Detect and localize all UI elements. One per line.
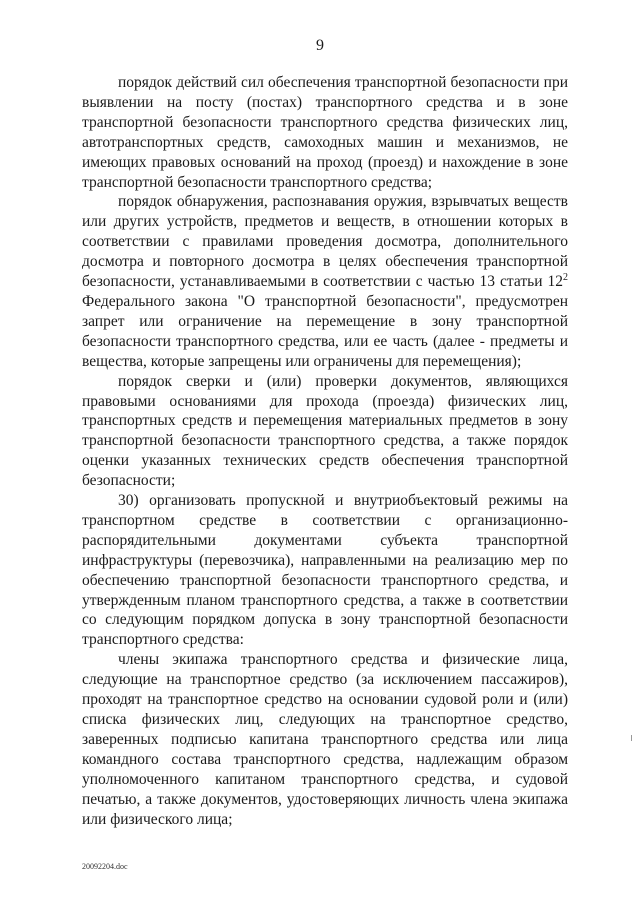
- footer-filename: 20092204.doc: [82, 862, 128, 871]
- paragraph-document-verification-procedure: порядок сверки и (или) проверки документов, являющихся правовыми основаниями для прохода (проезда) физических лиц, транспортных средств и перемещения материальных предметов в зону транспортной безопасности транспортного средства, а также порядок оценки указанных технических средств обеспечения транспортной безопасности;: [82, 372, 568, 490]
- paragraph-crew-access: члены экипажа транспортного средства и физические лица, следующие на транспортное средство (за исключением пассажиров), проходят на транспортное средство на основании судовой роли и (или) списка физических лиц, следующих на транспортное средство, заверенных подписью капитана транспортного средства или лица командного состава транспортного средства, надлежащим образом уполномоченного капитаном транспортного средства, и судовой печатью, а также документов, удостоверяющих личность члена экипажа или физического лица;: [82, 651, 568, 828]
- margin-mark: [631, 735, 632, 741]
- paragraph-text-after-superscript: Федерального закона "О транспортной безопасности", предусмотрен запрет или ограничение на перемещение в зону транспортной безопасности транспортного средства, или ее часть (далее - предметы и вещества, которые запрещены или ограничены для перемещения);: [82, 292, 568, 370]
- paragraph-item-30-access-regime: 30) организовать пропускной и внутриобъектовый режимы на транспортном средстве в соответствии с организационно-распорядительными документами субъекта транспортной инфраструктуры (перевозчика), направленными на реализацию мер по обеспечению транспортной безопасности транспортного средства, и утвержденным планом транспортного средства, а также в соответствии со следующим порядком допуска в зону транспортной безопасности транспортного средства:: [82, 492, 568, 649]
- paragraph-text-before-superscript: порядок обнаружения, распознавания оружия, взрывчатых веществ или других устройств, предметов и веществ, в отношении которых в соответствии с правилами проведения досмотра, дополнительного досмотра и повторного досмотра в целях обеспечения транспортной безопасности, устанавливаемыми в соответствии с частью 13 статьи 12: [82, 193, 568, 291]
- page-number: 9: [316, 37, 324, 54]
- paragraph-weapons-detection-procedure: [82, 192, 568, 371]
- document-body: [82, 73, 568, 829]
- paragraph-security-forces-procedure: порядок действий сил обеспечения транспортной безопасности при выявлении на посту (постах) транспортного средства и в зоне транспортной безопасности транспортного средства физических лиц, автотранспортных средств, самоходных машин и механизмов, не имеющих правовых оснований на проход (проезд) и нахождение в зоне транспортной безопасности транспортного средства;: [82, 74, 568, 191]
- article-superscript: 2: [563, 271, 568, 283]
